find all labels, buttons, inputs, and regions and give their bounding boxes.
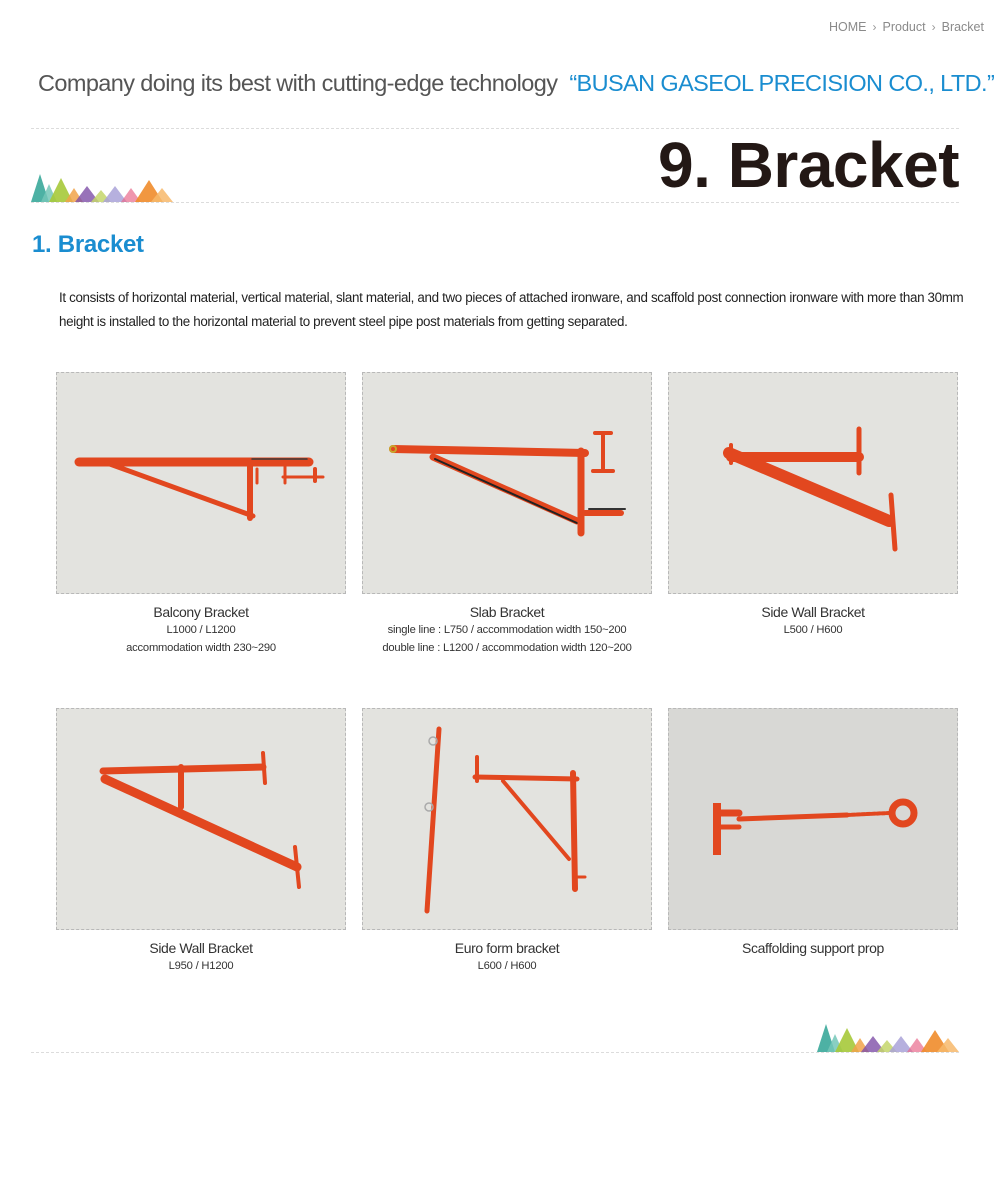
product-name: Scaffolding support prop — [742, 940, 884, 956]
mountains-decoration-icon — [817, 1024, 959, 1054]
breadcrumb-product-link[interactable]: Product — [882, 20, 926, 34]
product-spec: L1000 / L1200 — [166, 624, 236, 636]
product-spec: L950 / H1200 — [168, 960, 234, 972]
product-image-balcony-bracket — [56, 372, 346, 594]
chevron-right-icon: › — [931, 20, 936, 34]
product-card-slab-bracket — [362, 372, 652, 657]
product-name: Slab Bracket — [469, 604, 545, 620]
company-name: “BUSAN GASEOL PRECISION CO., LTD.” — [569, 70, 995, 96]
product-image-slab-bracket — [362, 372, 652, 594]
tagline-text: Company doing its best with cutting-edge technology — [38, 70, 558, 96]
product-spec: single line : L750 / accommodation width 150~200 — [387, 624, 627, 636]
divider — [31, 1052, 959, 1053]
breadcrumb-home-link[interactable]: HOME — [829, 20, 867, 34]
product-image-scaffolding-support-prop — [668, 708, 958, 930]
product-name: Side Wall Bracket — [761, 604, 865, 620]
product-image-euro-form-bracket — [362, 708, 652, 930]
breadcrumb — [829, 20, 984, 34]
tagline — [38, 70, 995, 97]
product-spec: accommodation width 230~290 — [126, 642, 276, 654]
breadcrumb-current: Bracket — [941, 20, 984, 34]
product-card-side-wall-bracket — [668, 372, 958, 639]
section-description: It consists of horizontal material, vertical material, slant material, and two pieces of attached ironware, and scaffold post connection ironware with more than 30mm height is installed to the horizontal material to prevent steel pipe post materials from getting separated. — [59, 290, 964, 329]
divider — [31, 202, 959, 203]
product-card-euro-form-bracket — [362, 708, 652, 975]
product-spec: L600 / H600 — [477, 960, 537, 972]
product-spec: double line : L1200 / accommodation width 120~200 — [382, 642, 632, 654]
product-image-side-wall-bracket — [668, 372, 958, 594]
product-card-scaffolding-support-prop — [668, 708, 958, 956]
product-name: Balcony Bracket — [153, 604, 249, 620]
product-name: Euro form bracket — [454, 940, 560, 956]
product-card-side-wall-bracket-large — [56, 708, 346, 975]
product-name: Side Wall Bracket — [149, 940, 253, 956]
mountains-decoration-icon — [31, 174, 173, 204]
product-card-balcony-bracket — [56, 372, 346, 657]
product-image-side-wall-bracket-large — [56, 708, 346, 930]
section-title: 1. Bracket — [32, 231, 144, 258]
page-title: 9. Bracket — [658, 129, 959, 201]
product-spec: L500 / H600 — [783, 624, 843, 636]
chevron-right-icon: › — [872, 20, 877, 34]
